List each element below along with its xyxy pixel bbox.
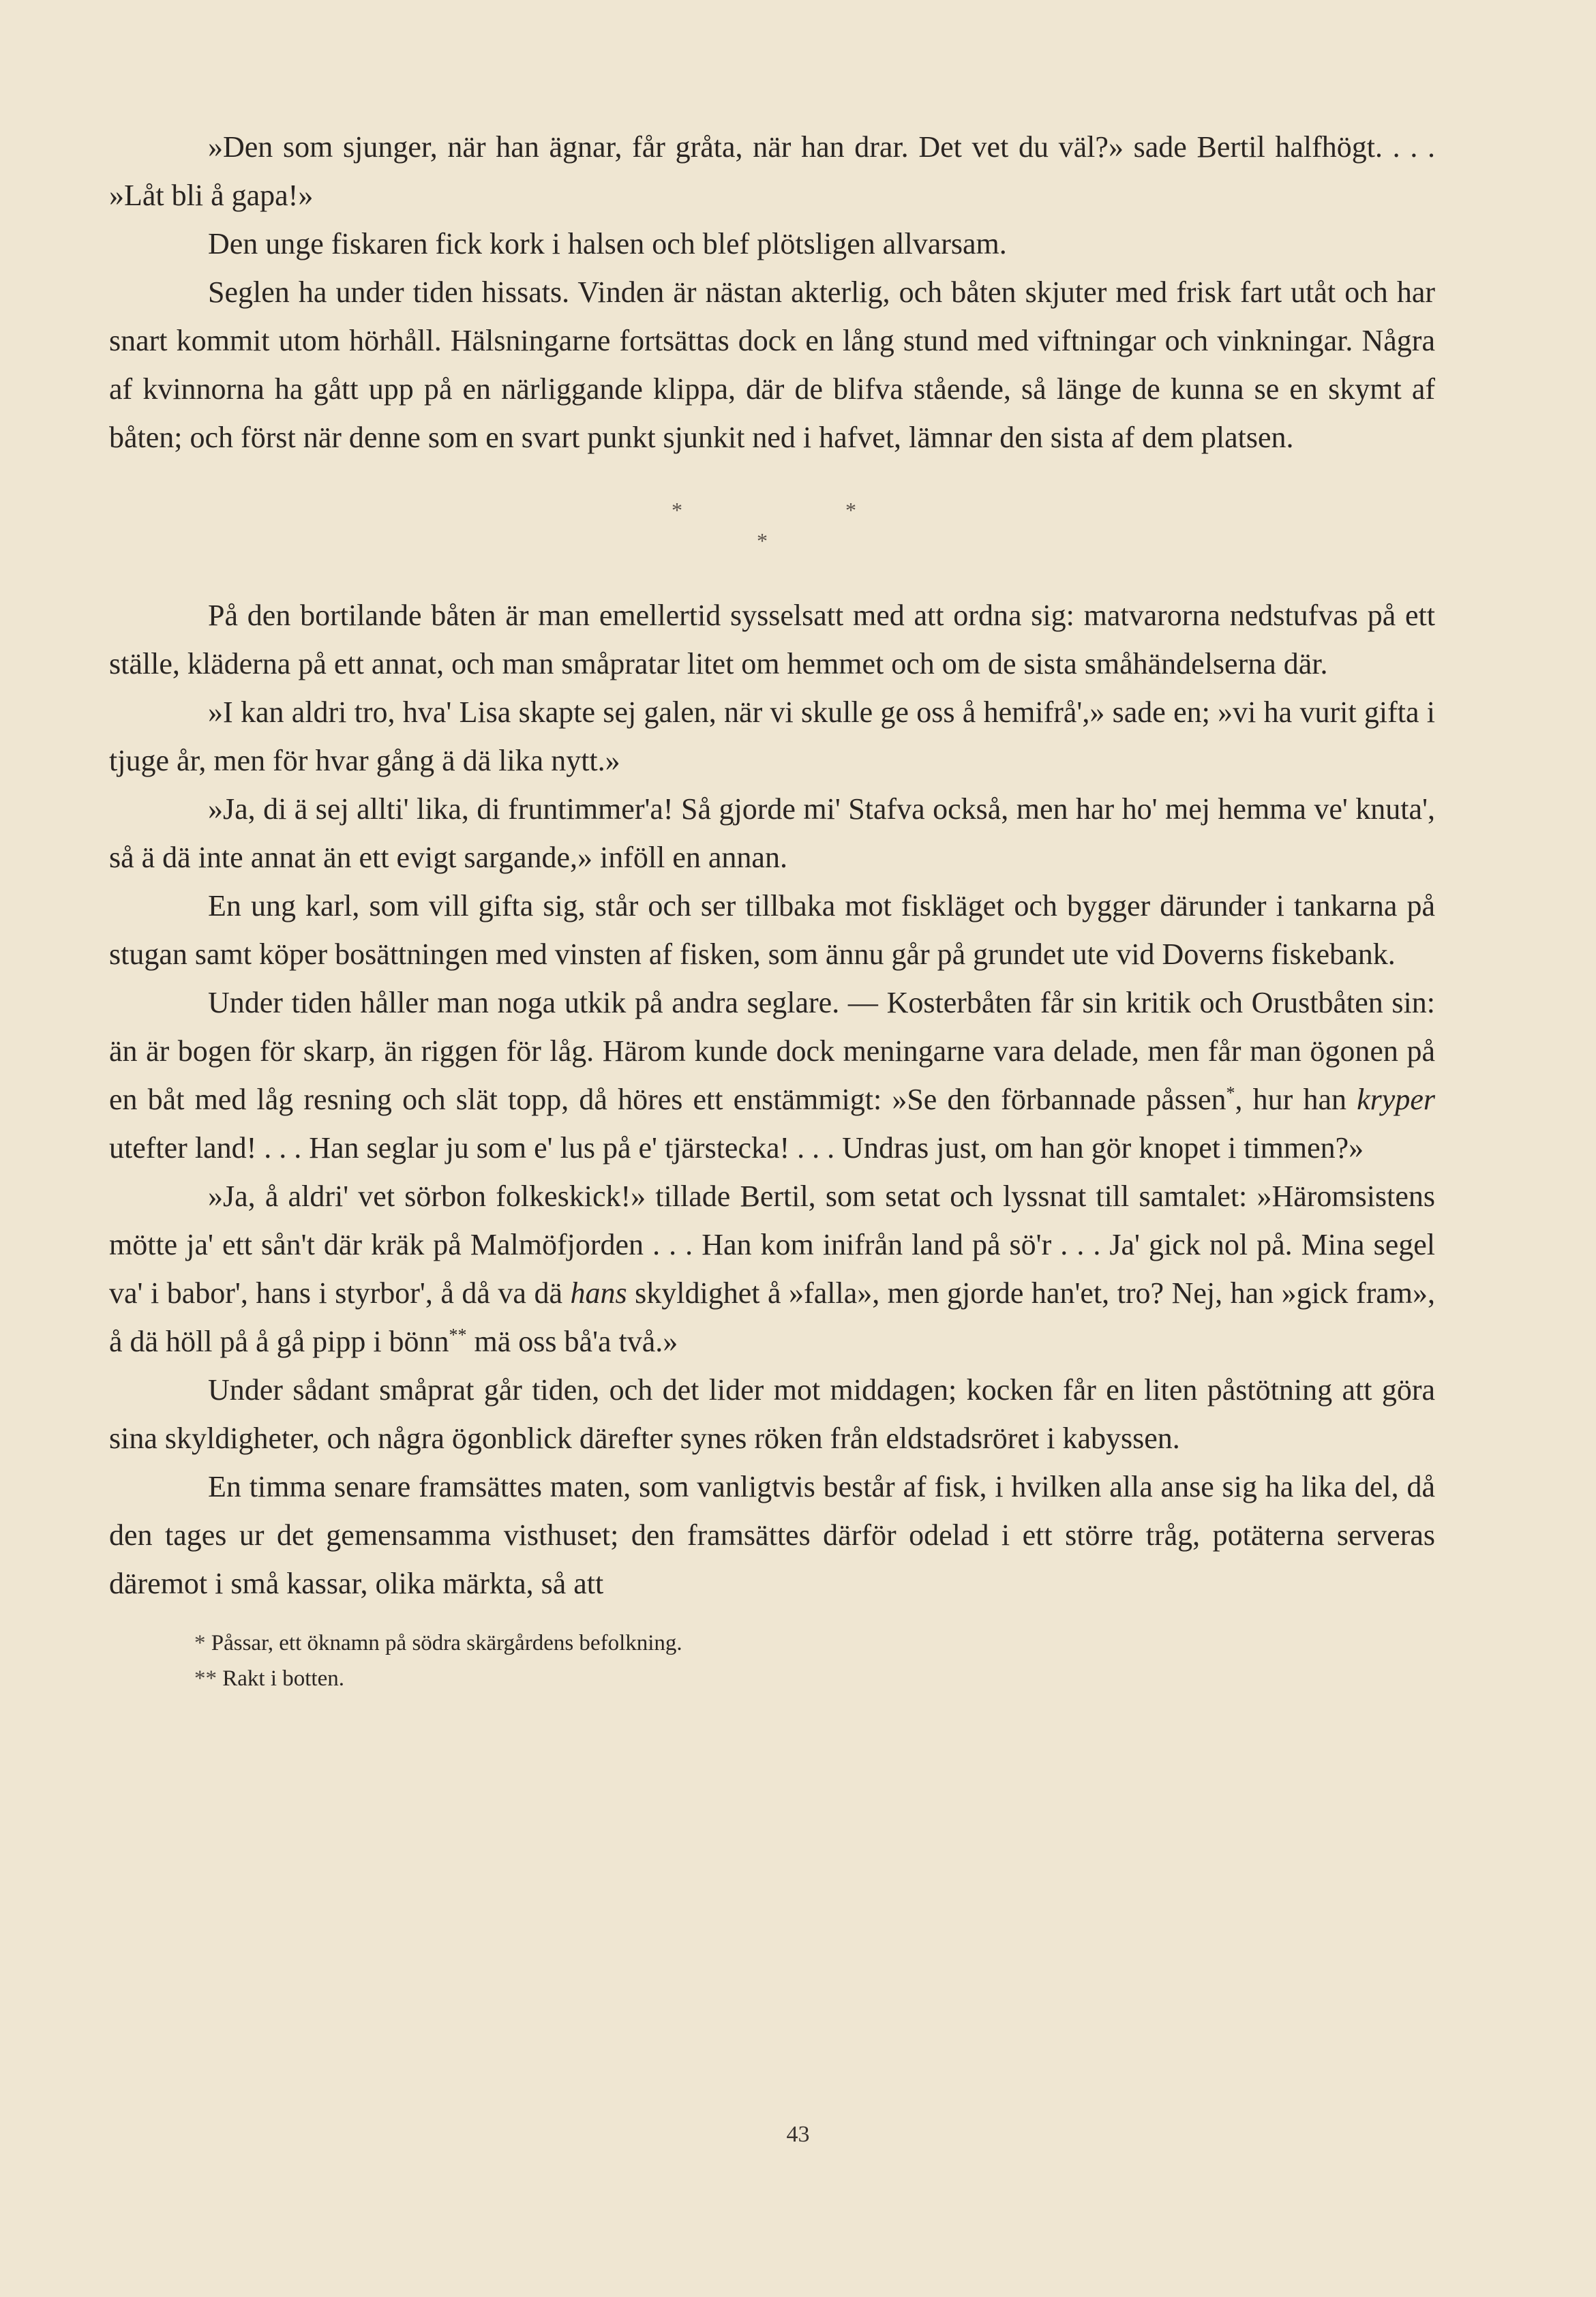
paragraph: Under sådant småprat går tiden, och det lider mot middagen; kocken får en liten påstötning att göra sina skyldigheter, och några ögonblick därefter synes röken från eldstadsröret i kabyssen. [109,1373,1435,1455]
text-run: utefter land! . . . Han seglar ju som e' lus på e' tjärstecka! . . . Undras just, om han gör knopet i timmen?» [109,1131,1364,1165]
footnote-marker: * [194,1631,206,1655]
footnote-reference: * [1226,1083,1235,1103]
paragraph: En ung karl, som vill gifta sig, står och ser tillbaka mot fiskläget och bygger därunder i tankarna på stugan samt köper bosättningen med vinsten af fisken, som ännu går på grundet ute vid Doverns fiskebank. [109,889,1435,971]
footnote [109,1625,1435,1661]
text-run: »Ja, å aldri' vet sörbon folkeskick!» tillade Bertil, som setat och lyssnat till samtalet: »Häromsistens mötte ja' ett sån't där kräk på Malmöfjorden . . . Han kom inifrån land på sö'r . . . Ja' gick nol på. Mina segel va' i babor', hans i styrbor', å då va dä [109,1180,1435,1310]
text-run: Under tiden håller man noga utkik på andra seglare. — Kosterbåten får sin kritik och Orustbåten sin: än är bogen för skarp, än riggen för låg. Härom kunde dock meningarne vara delade, men får man ögonen på en båt med låg resning och slät topp, då höres ett enstämmigt: »Se den förbannade påssen [109,986,1435,1116]
section-separator [109,462,1435,591]
footnote-text: Rakt i botten. [217,1666,344,1691]
paragraph: Den unge fiskaren fick kork i halsen och blef plötsligen allvarsam. [208,227,1007,260]
text-run: skyldighet å »falla», men gjorde han'et, tro? Nej, han »gick fram», å dä höll på å gå pipp i bönn [109,1276,1435,1358]
footnote-text: Påssar, ett öknamn på södra skärgårdens befolkning. [205,1631,682,1655]
paragraph: En timma senare framsättes maten, som vanligtvis består af fisk, i hvilken alla anse sig ha lika del, då den tages ur det gemensamma visthuset; den framsättes därför odelad i ett större tråg, potäterna serveras däremot i små kassar, olika märkta, så att [109,1470,1435,1600]
page-number: 43 [786,2122,810,2147]
paragraph: På den bortilande båten är man emellertid sysselsatt med att ordna sig: matvarorna nedstufvas på ett ställe, kläderna på ett annat, och man småpratar litet om hemmet och om de sista småhändelserna där. [109,599,1435,680]
paragraph: Seglen ha under tiden hissats. Vinden är nästan akterlig, och båten skjuter med frisk fart utåt och har snart kommit utom hörhåll. Hälsningarne fortsättas dock en lång stund med viftningar och vinkningar. Några af kvinnorna ha gått upp på en närliggande klippa, där de blifva stående, så länge de kunna se en skymt af båten; och först när denne som en svart punkt sjunkit ned i hafvet, lämnar den sista af dem platsen. [109,275,1435,454]
paragraph: »I kan aldri tro, hva' Lisa skapte sej galen, när vi skulle ge oss å hemifrå',» sade en; »vi ha vurit gifta i tjuge år, men för hvar gång ä dä lika nytt.» [109,695,1435,777]
asterism-star: * [845,498,856,522]
footnote [109,1661,1435,1696]
italic-word: hans [570,1276,627,1310]
paragraph [109,978,1435,1172]
text-run: , hur han [1235,1083,1357,1116]
asterism-star: * [757,528,768,553]
paragraph: »Ja, di ä sej allti' lika, di fruntimmer'a! Så gjorde mi' Stafva också, men har ho' mej hemma ve' knuta', så ä dä inte annat än ett evigt sargande,» inföll en annan. [109,792,1435,874]
text-run: mä oss bå'a två.» [466,1325,678,1358]
italic-word: kryper [1357,1083,1435,1116]
paragraph: »Den som sjunger, när han ägnar, får gråta, när han drar. Det vet du väl?» sade Bertil halfhögt. . . . »Låt bli å gapa!» [109,130,1435,212]
footnote-marker: ** [194,1666,217,1691]
paragraph [109,1172,1435,1366]
page-body [109,123,1435,1696]
footnote-reference: ** [449,1325,467,1345]
asterism-star: * [672,498,682,522]
footnotes [109,1625,1435,1696]
